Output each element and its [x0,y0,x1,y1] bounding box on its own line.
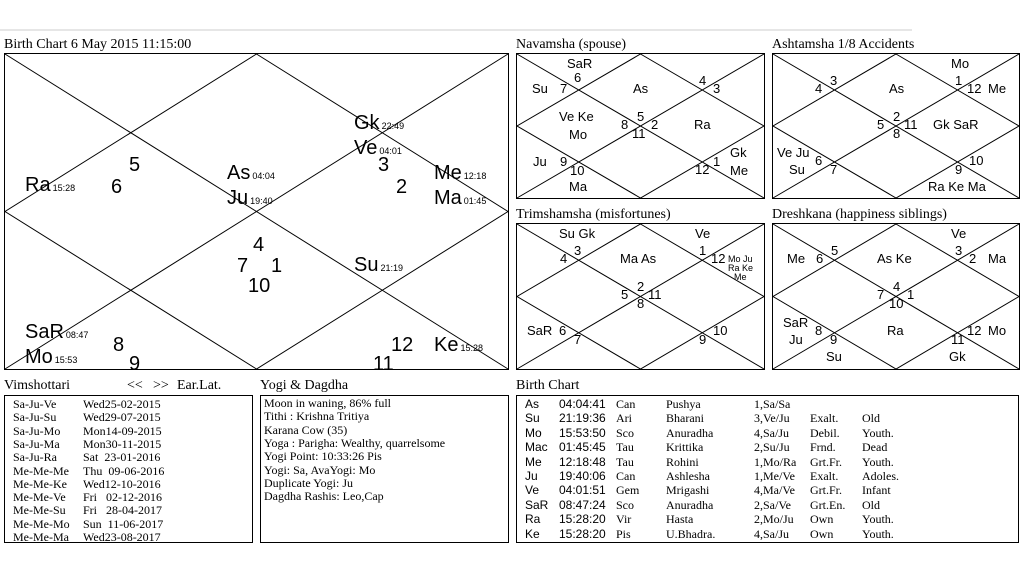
cell-deg: 21:19:36 [559,411,606,426]
chart-label: Su [826,349,842,364]
chart-label: 8 [621,117,629,132]
cell-deg: 15:28:20 [559,512,606,527]
chart-label: Gk [949,349,966,364]
chart-label: 7 [830,162,838,177]
cell-deg: 19:40:06 [559,469,606,483]
chart-label: Ve [951,226,967,241]
cell-age: Old [862,497,880,512]
chart-label: 10 [713,323,728,338]
chart-label: Ma As [620,251,657,266]
chart-label: 8 [815,323,823,338]
cell-dig: Grt.Fr. [810,483,843,498]
house-number: 3 [378,154,390,176]
planet-degree: 15:53 [54,355,78,365]
house-number: 8 [113,334,125,356]
cell-deg: 04:04:41 [559,397,606,411]
vimshottari-panel [4,395,253,543]
house-number: 5 [129,154,141,176]
yogi-line: Duplicate Yogi: Ju [264,475,354,490]
chart-label: 7 [560,81,568,96]
ashtamsha-title: Ashtamsha 1/8 Accidents [772,37,915,52]
cell-sign: Tau [616,454,634,469]
navamsha-chart[interactable] [516,53,765,199]
cell-deg: 08:47:24 [559,497,606,512]
yogi-line: Karana Cow (35) [264,422,348,437]
chart-label: Me [730,163,749,178]
cell-dig: Exalt. [810,469,839,483]
chart-label: 1 [699,243,707,258]
planet-mo[interactable] [25,347,77,367]
dreshkana-chart[interactable] [772,223,1020,370]
chart-label: Ma [988,251,1007,266]
dasha-period: Sa-Ju-Mo [13,423,61,438]
dasha-date: Wed25-02-2015 [83,397,161,411]
chart-label: 9 [699,332,707,347]
house-number: 11 [373,353,394,375]
cell-pada: 1,Sa/Sa [754,397,791,411]
planet-me[interactable] [434,163,486,183]
chart-label: 10 [889,296,904,311]
chart-label: Ra Ke [728,263,754,273]
chart-label: 3 [830,73,838,88]
cell-sign: Sco [616,425,634,440]
chart-label: 6 [559,323,567,338]
dasha-date: Fri 02-12-2016 [83,490,162,505]
yogi-line: Dagdha Rashis: Leo,Cap [264,489,384,504]
cell-nak: Anuradha [666,425,714,440]
planet-ve[interactable] [354,138,402,158]
house-number: 7 [237,255,249,277]
house-number: 1 [271,255,283,277]
house-number: 6 [111,176,123,198]
cell-nak: Hasta [666,512,694,527]
chart-label: 6 [816,251,824,266]
chart-label: Mo [988,323,1007,338]
chart-label: 5 [877,117,885,132]
house-number: 12 [391,334,414,356]
chart-label: Mo [569,127,588,142]
planet-sar[interactable] [25,322,88,342]
cell-age: Youth. [862,512,894,527]
chart-label: 10 [969,153,984,168]
cell-age: Adoles. [862,469,899,483]
cell-planet: Ra [525,512,541,527]
chart-label: Ra [887,323,904,338]
cell-sign: Sco [616,497,634,512]
cell-age: Dead [862,440,888,455]
cell-nak: Mrigashi [666,483,710,498]
chart-label: SaR [527,323,553,338]
dasha-period: Sa-Ju-Ve [13,397,57,411]
dasha-date: Sun 11-06-2017 [83,516,164,531]
chart-label: 4 [815,81,823,96]
dasha-period: Me-Me-Mo [13,516,70,531]
cell-planet: Mac [525,440,548,455]
main-chart-title: Birth Chart 6 May 2015 11:15:00 [4,37,192,52]
planet-degree: 15:28 [52,183,76,193]
cell-sign: Ari [616,411,632,426]
planet-degree: 19:40 [250,196,273,206]
planet-name: Ra [25,174,51,196]
cell-pada: 4,Sa/Ju [754,526,790,541]
chart-label: 7 [574,332,582,347]
chart-label: 12 [967,323,982,338]
birth-table-panel [516,395,1019,543]
chart-label: Ve Ju [777,145,810,160]
cell-sign: Pis [616,526,631,541]
chart-label: 8 [637,296,645,311]
cell-sign: Can [616,397,636,411]
planet-degree: 04:01 [379,146,402,156]
cell-age: Infant [862,483,891,498]
dreshkana-title: Dreshkana (happiness siblings) [772,207,947,222]
dasha-ear-lat-toggle[interactable]: Ear.Lat. [177,378,222,393]
yogi-line: Yogi Point: 10:33:26 Pis [264,449,382,464]
chart-label: Ju [533,154,547,169]
chart-label: Ju [789,332,803,347]
chart-label: 11 [632,126,646,141]
chart-label: Me [787,251,806,266]
chart-label: Me [988,81,1007,96]
cell-pada: 1,Mo/Ra [754,454,797,469]
planet-degree: 21:19 [380,263,403,273]
chart-label: 9 [955,162,963,177]
cell-nak: Krittika [666,440,704,455]
cell-nak: U.Bhadra. [666,526,716,541]
chart-label: 8 [893,126,901,141]
cell-deg: 12:18:48 [559,454,606,469]
chart-label: Su [532,81,548,96]
house-number: 4 [253,234,265,256]
planet-degree: 08:47 [65,330,89,340]
cell-pada: 3,Ve/Ju [754,411,790,426]
yogi-panel [260,395,509,543]
cell-nak: Ashlesha [666,469,710,483]
cell-pada: 2,Su/Ju [754,440,790,455]
chart-label: 3 [713,81,721,96]
cell-planet: Mo [525,425,542,440]
cell-planet: SaR [525,497,549,512]
cell-sign: Can [616,469,636,483]
birth-table-title: Birth Chart [516,378,580,393]
chart-label: As Ke [877,251,912,266]
planet-ju[interactable] [227,188,273,208]
cell-sign: Vir [616,512,632,527]
chart-label: Mo [951,56,970,71]
chart-label: Ra Ke Ma [928,179,986,194]
planet-as[interactable] [227,163,275,183]
cell-pada: 2,Mo/Ju [754,512,794,527]
planet-name: As [227,162,251,184]
planet-name: Mo [25,346,53,368]
yogi-title: Yogi & Dagdha [260,378,349,393]
cell-pada: 2,Sa/Ve [754,497,791,512]
dasha-date: Fri 28-04-2017 [83,503,162,518]
dasha-period: Me-Me-Su [13,503,66,518]
chart-label: 2 [637,279,645,294]
chart-label: 4 [699,73,707,88]
chart-label: 5 [621,287,629,302]
cell-deg: 15:28:20 [559,526,606,541]
chart-label: Me [734,272,747,282]
chart-label: 1 [955,73,963,88]
chart-label: Gk [730,145,747,160]
chart-label: 12 [967,81,982,96]
planet-degree: 12:18 [463,171,487,181]
cell-deg: 04:01:51 [559,483,606,498]
dasha-period: Sa-Ju-Su [13,410,57,425]
chart-label: 9 [560,154,568,169]
chart-label: 11 [951,332,965,347]
chart-label: 1 [713,154,721,169]
dasha-date: Thu 09-06-2016 [83,463,165,478]
house-number: 2 [396,176,408,198]
dasha-date: Mon30-11-2015 [83,436,162,451]
chart-label: 2 [969,251,977,266]
navamsha-title: Navamsha (spouse) [516,37,627,52]
chart-label: 4 [893,279,901,294]
dasha-prev-button[interactable]: << [127,378,143,393]
chart-label: 3 [574,243,582,258]
dasha-date: Sat 23-01-2016 [83,450,161,465]
chart-label: SaR [567,56,593,71]
main-chart[interactable] [4,53,509,375]
cell-age: Youth. [862,425,894,440]
planet-ke[interactable] [434,335,483,355]
yogi-line: Yogi: Sa, AvaYogi: Mo [264,462,376,477]
cell-deg: 01:45:45 [559,440,606,455]
planet-ma[interactable] [434,188,486,208]
planet-degree: 15:28 [460,343,483,353]
cell-dig: Frnd. [810,440,836,455]
chart-label: 12 [695,162,710,177]
cell-dig: Debil. [810,425,840,440]
chart-label: 10 [570,163,585,178]
chart-label: 12 [711,251,726,266]
cell-dig: Grt.Fr. [810,454,843,469]
cell-pada: 1,Me/Ve [754,469,795,483]
chart-label: 2 [651,117,659,132]
dasha-date: Mon14-09-2015 [83,423,162,438]
chart-label: 6 [815,153,823,168]
yogi-line: Tithi : Krishna Tritiya [264,409,370,424]
chart-label: Mo Ju [728,254,753,264]
cell-nak: Anuradha [666,497,714,512]
cell-nak: Rohini [666,454,699,469]
dasha-date: Wed23-08-2017 [83,530,161,544]
cell-pada: 4,Sa/Ju [754,425,790,440]
planet-su[interactable] [354,255,403,275]
chart-label: 6 [574,70,582,85]
chart-label: As [633,81,649,96]
cell-nak: Bharani [666,411,704,426]
cell-nak: Pushya [666,397,701,411]
dasha-date: Wed12-10-2016 [83,476,161,491]
chart-label: 11 [648,287,662,302]
house-number: 9 [129,353,141,375]
cell-age: Old [862,411,880,426]
yogi-line: Moon in waning, 86% full [264,396,391,410]
yogi-line: Yoga : Parigha: Wealthy, quarrelsome [264,435,446,450]
chart-label: 7 [877,287,885,302]
cell-planet: Me [525,454,542,469]
cell-dig: Own [810,526,834,541]
chart-label: Ve [695,226,711,241]
chart-label: 5 [831,243,839,258]
chart-label: 1 [907,287,915,302]
chart-label: Ve Ke [559,109,594,124]
chart-label: As [889,81,905,96]
cell-planet: Ju [525,469,538,483]
cell-sign: Gem [616,483,640,498]
planet-name: Su [354,254,379,276]
planet-name: Ma [434,187,462,209]
chart-label: 4 [560,251,568,266]
chart-label: Su [789,162,805,177]
chart-label: Gk SaR [933,117,979,132]
planet-name: Ve [354,137,378,159]
house-number: 10 [248,275,271,297]
planet-name: Ke [434,334,459,356]
planet-name: Ju [227,187,249,209]
top-divider [0,29,912,31]
planet-name: SaR [25,321,64,343]
dasha-period: Me-Me-Ve [13,490,66,505]
planet-degree: 04:04 [252,171,275,181]
chart-label: 3 [955,243,963,258]
cell-age: Youth. [862,526,894,541]
cell-deg: 15:53:50 [559,425,606,440]
chart-label: Ra [694,117,711,132]
cell-planet: Ke [525,526,540,541]
vimshottari-title: Vimshottari [4,378,71,393]
chart-label: 9 [830,332,838,347]
cell-sign: Tau [616,440,634,455]
cell-dig: Own [810,512,834,527]
chart-label: SaR [783,315,809,330]
planet-name: Me [434,162,462,184]
trimshamsha-title: Trimshamsha (misfortunes) [516,207,671,222]
dasha-period: Sa-Ju-Ra [13,450,57,465]
cell-dig: Grt.En. [810,497,846,512]
cell-planet: Ve [525,483,540,498]
chart-label: 2 [893,109,901,124]
dasha-period: Me-Me-Me [13,463,69,478]
cell-dig: Exalt. [810,411,839,426]
planet-ra[interactable] [25,175,75,195]
cell-planet: As [525,397,540,411]
cell-planet: Su [525,411,540,426]
chart-label: Ma [569,179,588,194]
chart-label: Su Gk [559,226,596,241]
planet-degree: 22:49 [381,121,405,131]
planet-name: Gk [354,112,380,134]
cell-age: Youth. [862,454,894,469]
dasha-next-button[interactable]: >> [153,378,169,393]
dasha-date: Wed29-07-2015 [83,410,161,425]
dasha-period: Me-Me-Ke [13,476,67,491]
cell-pada: 4,Ma/Ve [754,483,795,498]
dasha-period: Sa-Ju-Ma [13,436,60,451]
chart-label: 5 [637,109,645,124]
planet-gk[interactable] [354,113,404,133]
dasha-period: Me-Me-Ma [13,530,69,544]
trimshamsha-chart[interactable] [516,223,765,370]
ashtamsha-chart[interactable] [772,53,1020,199]
chart-label: 11 [904,117,918,132]
planet-degree: 01:45 [463,196,487,206]
